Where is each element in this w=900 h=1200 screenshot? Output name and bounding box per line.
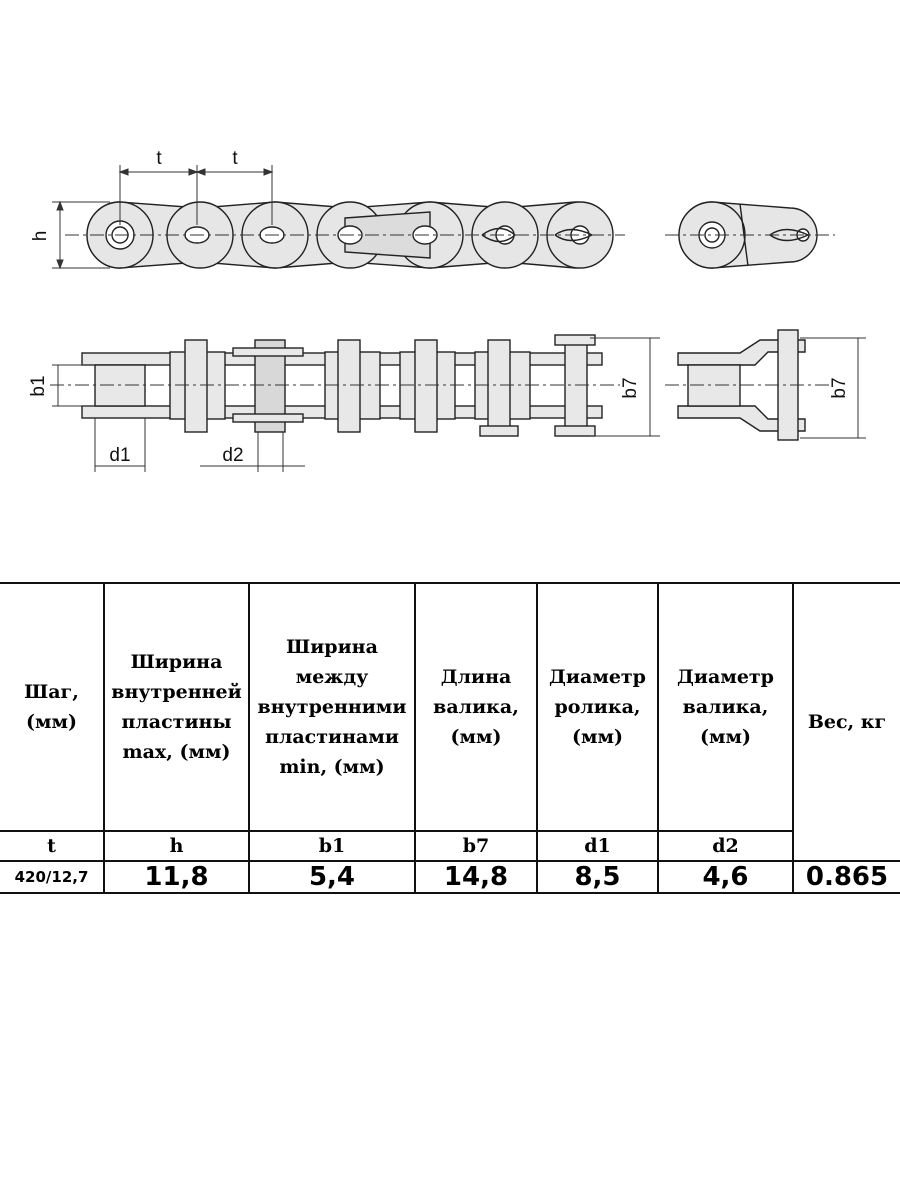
roller-diameter-label: d1: [109, 445, 131, 466]
header-weight: Вес, кг: [793, 583, 900, 861]
header-pin-diameter: Диаметр валика, (мм): [658, 583, 793, 831]
header-inner-plate-width: Ширина внутренней пластины max, (мм): [104, 583, 249, 831]
pitch-label-1: t: [156, 148, 162, 169]
symbol-d1: d1: [537, 831, 658, 861]
pitch-label-2: t: [232, 148, 238, 169]
header-row: [0, 583, 900, 831]
chain-technical-drawing: [0, 0, 900, 520]
value-d1: 8,5: [537, 861, 658, 893]
value-h: 11,8: [104, 861, 249, 893]
side-pin-length-label: b7: [829, 377, 850, 399]
value-model: 420/12,7: [0, 861, 104, 893]
symbol-b1: b1: [249, 831, 415, 861]
pin-length-label: b7: [620, 377, 641, 399]
value-weight: 0.865: [793, 861, 900, 893]
chain-drawing-svg: [0, 0, 900, 520]
height-label: h: [30, 230, 51, 242]
symbol-h: h: [104, 831, 249, 861]
symbol-row: [0, 831, 900, 861]
inner-width-label: b1: [28, 375, 49, 397]
header-pin-length: Длина валика, (мм): [415, 583, 537, 831]
value-d2: 4,6: [658, 861, 793, 893]
header-pitch: Шаг, (мм): [0, 583, 104, 831]
header-roller-diameter: Диаметр ролика, (мм): [537, 583, 658, 831]
pin-diameter-dimension: [200, 432, 305, 472]
value-row: [0, 861, 900, 893]
header-inner-width: Ширина между внутренними пластинами min, (мм): [249, 583, 415, 831]
symbol-b7: b7: [415, 831, 537, 861]
pin-diameter-label: d2: [222, 445, 244, 466]
symbol-d2: d2: [658, 831, 793, 861]
value-b1: 5,4: [249, 861, 415, 893]
value-b7: 14,8: [415, 861, 537, 893]
symbol-t: t: [0, 831, 104, 861]
spec-table: [0, 582, 900, 894]
